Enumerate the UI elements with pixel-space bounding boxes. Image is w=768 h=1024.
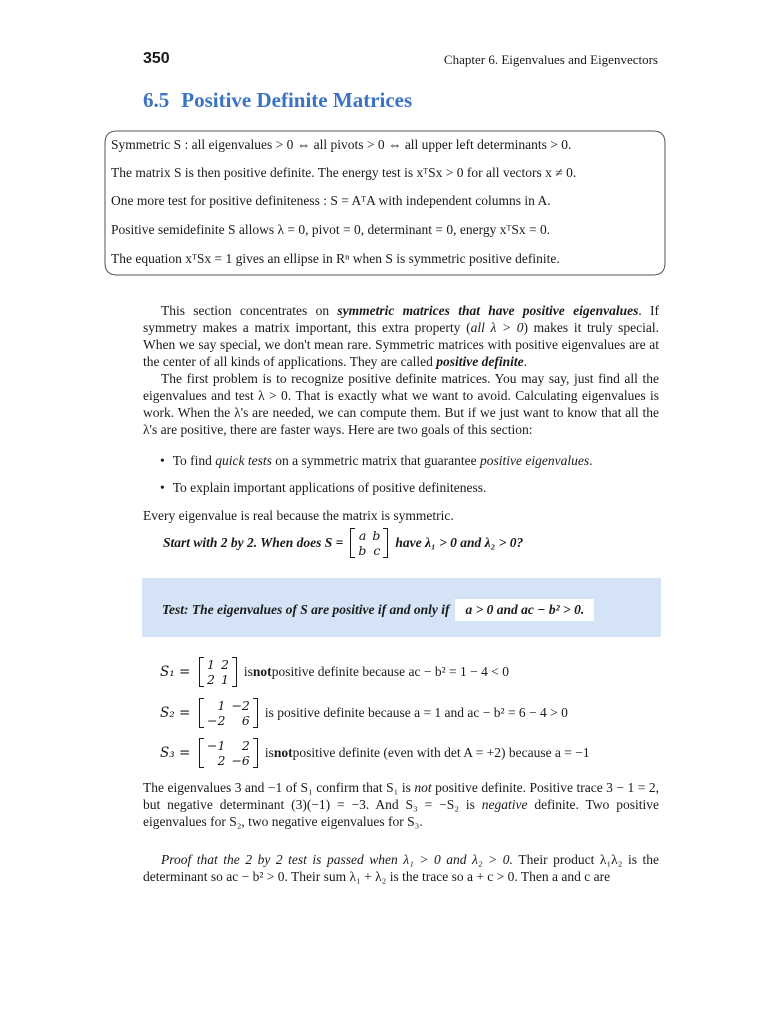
- summary-item-4-text: Positive semidefinite S allows λ = 0, pivot = 0, determinant = 0, energy xᵀSx = 0.: [111, 222, 551, 237]
- discussion-text-c: definite. Two positive eigenvalues for S₂, two negative eigenvalues for S₃.: [143, 797, 659, 829]
- start-tail: have λ₁ > 0 and λ₂ > 0?: [395, 535, 524, 550]
- discussion-emphasis-2: negative: [481, 797, 528, 812]
- goal-1-text-b: on a symmetric matrix that guarantee: [271, 453, 480, 468]
- matrix-cell: −2: [207, 713, 226, 728]
- matrix-cell: 2: [220, 657, 229, 672]
- matrix-cell: b: [358, 543, 367, 558]
- test-statement: [162, 599, 594, 621]
- summary-item-4: [111, 222, 550, 238]
- summary-item-2-text: The matrix S is then positive definite. The energy test is xᵀSx > 0 for all vectors x ≠ 0.: [111, 165, 577, 180]
- matrix-cell: 1: [207, 657, 215, 672]
- matrix-cell: 2: [207, 672, 215, 687]
- matrix-general: [350, 528, 388, 558]
- summary-item-2: [111, 165, 576, 181]
- matrix-cell: a: [358, 528, 367, 543]
- example-s1-post: positive definite because ac − b² = 1 − 4 < 0: [271, 664, 509, 679]
- matrix-cell: −1: [207, 738, 226, 753]
- summary-item-1-text: Symmetric S : all eigenvalues > 0 ⇔ all pivots > 0 ⇔ all upper left determinants > 0.: [111, 137, 572, 152]
- start-lead: Start with 2 by 2. When does S =: [163, 535, 344, 550]
- example-s1-bold: not: [252, 664, 272, 679]
- intro-paragraph-2: The first problem is to recognize positive definite matrices. You may say, just find all the eigenvalues and test λ > 0. That is exactly what we want to avoid. Calculating eigenvalues is work. When the λ's are needed, we can compute them. But if we just want to know that all the λ's are positive, there are faster ways. Here are two goals of this section:: [143, 371, 659, 437]
- intro-emphasis-2: positive definite: [436, 354, 524, 369]
- goal-item-2: • To explain important applications of positive definiteness.: [160, 480, 487, 495]
- example-s2: [160, 698, 568, 728]
- example-s2-text: is positive definite because a = 1 and ac − b² = 6 − 4 > 0: [264, 705, 568, 720]
- summary-item-5-text: The equation xᵀSx = 1 gives an ellipse in Rⁿ when S is symmetric positive definite.: [111, 251, 560, 266]
- matrix-s2: [199, 698, 258, 728]
- test-box: [142, 578, 661, 637]
- matrix-cell: −2: [231, 698, 250, 713]
- matrix-cell: c: [373, 543, 381, 558]
- matrix-s1: [199, 657, 237, 687]
- test-lead: Test: The eigenvalues of S are positive if and only if: [162, 602, 450, 617]
- matrix-cell: b: [372, 528, 381, 543]
- proof-paragraph: [143, 851, 659, 885]
- intro-text-c: ) makes it truly special. When we say special, we don't mean rare. Symmetric matrices with positive eigenvalues are at the center of all kinds of applications. They are called: [143, 320, 659, 369]
- example-s1-lhs: S₁ =: [160, 664, 191, 680]
- example-s3-lhs: S₃ =: [160, 745, 191, 761]
- summary-box: [103, 129, 667, 277]
- example-s3-bold: not: [273, 745, 293, 760]
- summary-item-3-text: One more test for positive definiteness : S = AᵀA with independent columns in A.: [111, 193, 551, 208]
- example-s2-lhs: S₂ =: [160, 705, 191, 721]
- discussion-paragraph: [143, 779, 659, 830]
- matrix-cell: −6: [231, 753, 250, 768]
- start-statement: [163, 528, 523, 558]
- summary-item-5: [111, 251, 560, 267]
- goal-1-emphasis: quick tests: [215, 453, 272, 468]
- matrix-cell: 2: [241, 738, 250, 753]
- proof-lead: Proof that the 2 by 2 test is passed when λ₁ > 0 and λ₂ > 0.: [161, 852, 513, 867]
- example-s3-post: positive definite (even with det A = +2) because a = −1: [292, 745, 590, 760]
- section-number: 6.5: [143, 88, 170, 112]
- section-title: [143, 88, 412, 113]
- matrix-cell: 1: [217, 698, 226, 713]
- goal-1-emphasis-2: positive eigenvalues: [479, 453, 590, 468]
- test-condition: a > 0 and ac − b² > 0.: [455, 599, 594, 621]
- real-eigenvalue-note: Every eigenvalue is real because the matrix is symmetric.: [143, 508, 454, 523]
- goal-1-text-a: To find: [172, 453, 216, 468]
- example-s3-pre: is: [264, 745, 274, 760]
- running-head: Chapter 6. Eigenvalues and Eigenvectors: [443, 52, 658, 67]
- goal-1-text-c: .: [589, 453, 593, 468]
- matrix-cell: 2: [217, 753, 226, 768]
- matrix-s3: [199, 738, 258, 768]
- example-s1-pre: is: [243, 664, 253, 679]
- discussion-emphasis: not: [414, 780, 432, 795]
- discussion-text-b: positive definite. Positive trace 3 − 1 = 2, but negative determinant (3)(−1) = −3. And S₃ = −S₂ is: [143, 780, 659, 812]
- proof-text: Their product λ₁λ₂ is the determinant so ac − b² > 0. Their sum λ₁ + λ₂ is the trace so a + c > 0. Then a and c are: [143, 852, 659, 884]
- example-s3: [160, 738, 590, 768]
- intro-emphasis: symmetric matrices that have positive eigenvalues: [337, 303, 639, 318]
- matrix-cell: 6: [241, 713, 250, 728]
- example-s1: [160, 657, 509, 687]
- summary-item-1: [111, 137, 571, 153]
- goal-item-1: • To find quick tests on a symmetric matrix that guarantee positive eigenvalues.: [160, 453, 593, 468]
- section-title-text: Positive Definite Matrices: [181, 88, 413, 112]
- intro-paragraph: [143, 302, 659, 438]
- intro-condition: all λ > 0: [470, 320, 524, 335]
- discussion-text-a: The eigenvalues 3 and −1 of S₁ confirm that S₁ is: [143, 780, 415, 795]
- page-number: 350: [143, 50, 170, 67]
- intro-text-d: .: [523, 354, 527, 369]
- goal-2-text: To explain important applications of positive definiteness.: [172, 480, 487, 495]
- summary-item-3: [111, 193, 551, 209]
- intro-text-a: This section concentrates on: [161, 303, 338, 318]
- matrix-cell: 1: [220, 672, 229, 687]
- intro-text-b: . If symmetry makes a matrix important, this extra property (: [143, 303, 659, 335]
